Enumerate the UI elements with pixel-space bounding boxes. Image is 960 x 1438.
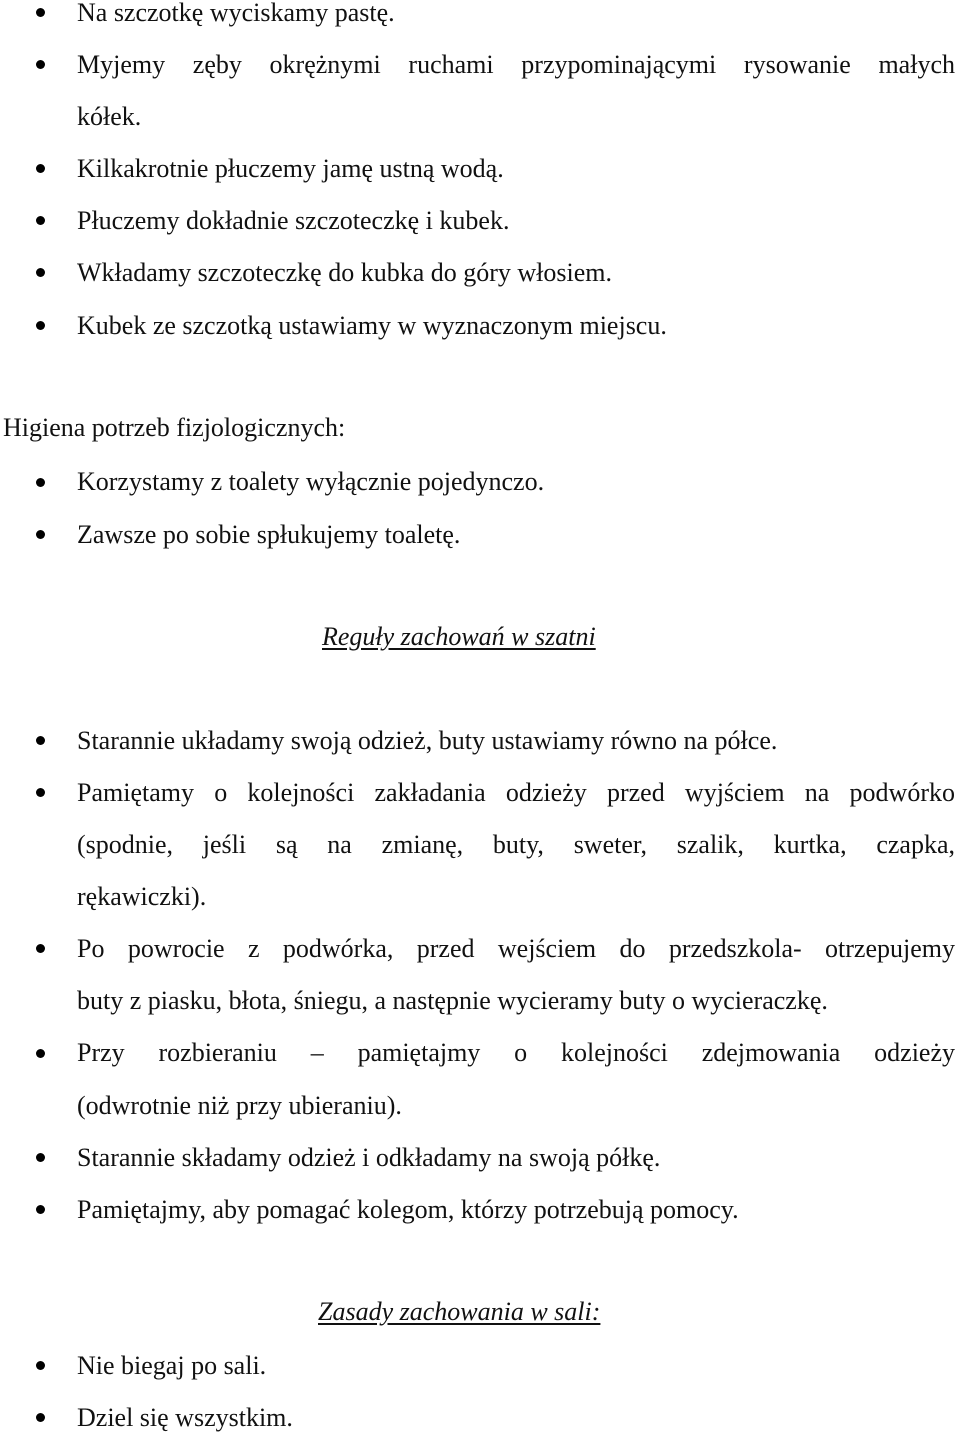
list-item: Pamiętamy o kolejności zakładania odzieży przed wyjściem na podwórko: [77, 778, 955, 807]
list-item: Starannie układamy swoją odzież, buty ustawiamy równo na półce.: [77, 726, 778, 755]
list-item: Nie biegaj po sali.: [77, 1351, 267, 1380]
list-item: Po powrocie z podwórka, przed wejściem do przedszkola- otrzepujemy: [77, 934, 955, 963]
bullet-point: [36, 1153, 45, 1162]
bullet-point: [36, 164, 45, 173]
bullet-point: [36, 736, 45, 745]
list-item-continuation: rękawiczki).: [77, 882, 207, 911]
list-item: Dziel się wszystkim.: [77, 1403, 293, 1432]
bullet-point: [36, 1205, 45, 1214]
bullet-point: [36, 1361, 45, 1370]
bullet-point: [36, 216, 45, 225]
list-item: Starannie składamy odzież i odkładamy na swoją półkę.: [77, 1143, 661, 1172]
list-item-continuation: (spodnie, jeśli są na zmianę, buty, sweter, szalik, kurtka, czapka,: [77, 830, 955, 859]
bullet-point: [36, 530, 45, 539]
bullet-point: [36, 60, 45, 69]
list-item: Korzystamy z toalety wyłącznie pojedynczo.: [77, 467, 545, 496]
list-item: Myjemy zęby okrężnymi ruchami przypominającymi rysowanie małych: [77, 50, 955, 79]
bullet-point: [36, 268, 45, 277]
list-item-continuation: (odwrotnie niż przy ubieraniu).: [77, 1091, 402, 1120]
bullet-point: [36, 1413, 45, 1422]
list-item: Zawsze po sobie spłukujemy toaletę.: [77, 520, 461, 549]
section-heading-cloakroom: Reguły zachowań w szatni: [322, 622, 596, 651]
bullet-point: [36, 478, 45, 487]
list-item: Pamiętajmy, aby pomagać kolegom, którzy potrzebują pomocy.: [77, 1195, 739, 1224]
section-heading-hygiene: Higiena potrzeb fizjologicznych:: [3, 413, 346, 442]
list-item: Kilkakrotnie płuczemy jamę ustną wodą.: [77, 154, 504, 183]
bullet-point: [36, 788, 45, 797]
list-item-continuation: buty z piasku, błota, śniegu, a następnie wycieramy buty o wycieraczkę.: [77, 986, 828, 1015]
section-heading-hall: Zasady zachowania w sali:: [318, 1297, 601, 1326]
list-item: Kubek ze szczotką ustawiamy w wyznaczonym miejscu.: [77, 311, 667, 340]
bullet-point: [36, 1049, 45, 1058]
bullet-point: [36, 944, 45, 953]
bullet-point: [36, 321, 45, 330]
list-item: Wkładamy szczoteczkę do kubka do góry włosiem.: [77, 258, 612, 287]
bullet-point: [36, 8, 45, 17]
list-item: Płuczemy dokładnie szczoteczkę i kubek.: [77, 206, 510, 235]
list-item: Na szczotkę wyciskamy pastę.: [77, 0, 395, 27]
list-item: Przy rozbieraniu – pamiętajmy o kolejności zdejmowania odzieży: [77, 1038, 955, 1067]
list-item-continuation: kółek.: [77, 102, 142, 131]
